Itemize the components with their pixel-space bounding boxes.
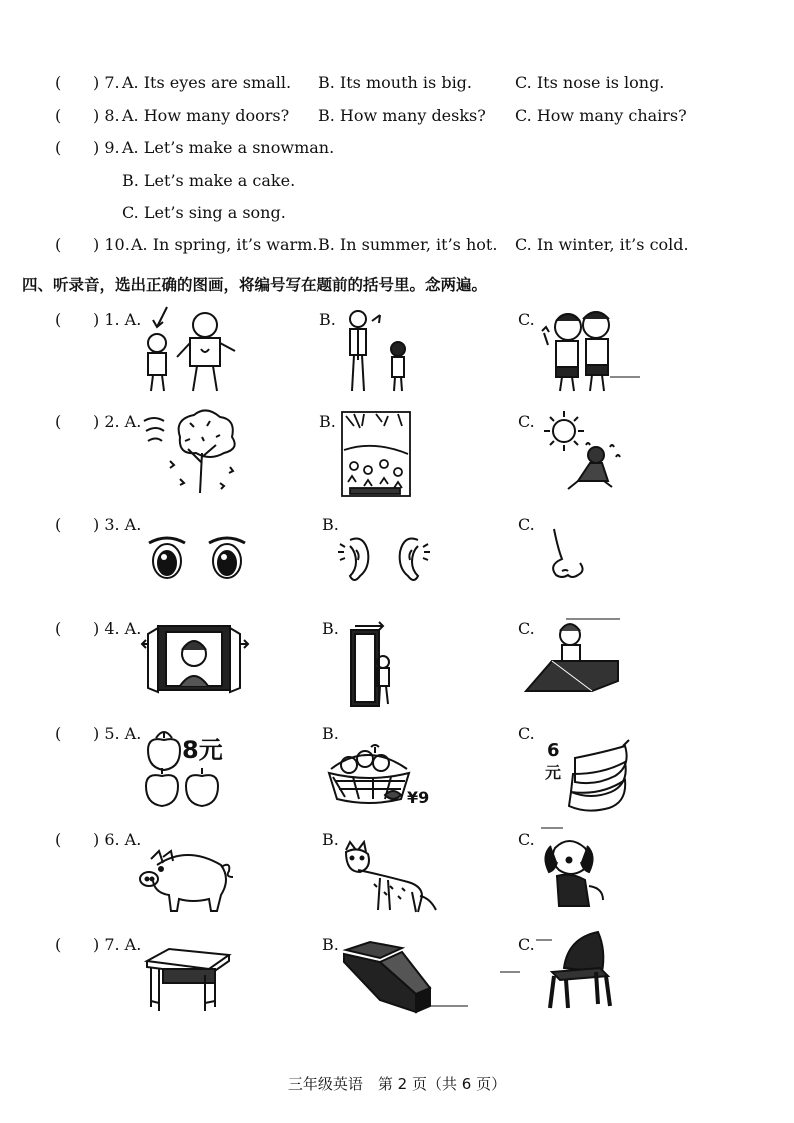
picture-desk[interactable] (143, 945, 233, 1015)
option-b: B. In summer, it’s hot. (318, 235, 498, 254)
price-bananas-number: 6 (547, 740, 560, 761)
picture-short-boy-tall-man[interactable] (135, 305, 245, 395)
option-b: B. How many desks? (318, 106, 486, 125)
section-4-heading: 四、听录音，选出正确的图画，将编号写在题前的括号里。念两遍。 (22, 276, 488, 294)
picture-hot-sun[interactable] (540, 407, 630, 497)
picture-ears[interactable] (338, 532, 433, 587)
q-number: ) 2. A. (93, 412, 142, 431)
option-c: C. How many chairs? (515, 106, 687, 125)
option-c-label: C. (518, 619, 535, 638)
picture-windy-tree[interactable] (140, 407, 250, 495)
answer-paren[interactable]: ( (55, 724, 62, 743)
picture-bananas-6-yuan[interactable] (545, 738, 635, 813)
answer-paren[interactable]: ( (55, 310, 62, 329)
option-b-label: B. (322, 619, 339, 638)
picture-open-window[interactable] (140, 620, 250, 695)
q-number: ) 6. A. (93, 830, 142, 849)
price-basket: ¥9 (407, 788, 430, 807)
option-a: A. Let’s make a snowman. (122, 138, 335, 157)
picture-spring-garden[interactable] (340, 410, 412, 498)
q-number: ) 10. (93, 235, 130, 254)
option-b-label: B. (322, 724, 339, 743)
answer-paren[interactable]: ( (55, 138, 62, 157)
picture-chair[interactable] (500, 928, 615, 1013)
option-c-label: C. (518, 935, 535, 954)
picture-pig[interactable] (137, 845, 237, 915)
option-b-label: B. (322, 515, 339, 534)
picture-nose[interactable] (540, 525, 600, 585)
option-b-label: B. (322, 830, 339, 849)
option-c-label: C. (518, 310, 535, 329)
picture-open-door[interactable] (345, 620, 405, 710)
q-number: ) 8. (93, 106, 120, 125)
option-b-label: B. (319, 412, 336, 431)
q3-10-row (55, 235, 689, 254)
option-c-label: C. (518, 724, 535, 743)
q-number: ) 9. (93, 138, 120, 157)
q-number: ) 7. (93, 73, 120, 92)
option-c: C. Its nose is long. (515, 73, 665, 92)
picture-tall-and-short-kids[interactable] (340, 305, 420, 395)
price-bananas-unit: 元 (545, 763, 562, 782)
q-number: ) 4. A. (93, 619, 142, 638)
option-c: C. Let’s sing a song. (122, 203, 286, 222)
answer-paren[interactable]: ( (55, 235, 62, 254)
option-c-label: C. (518, 515, 535, 534)
option-a: A. In spring, it’s warm. (131, 235, 318, 254)
option-b: B. Let’s make a cake. (122, 171, 296, 190)
option-b-label: B. (319, 310, 336, 329)
page-footer: 三年级英语 第 2 页（共 6 页） (287, 1075, 507, 1093)
option-c: C. In winter, it’s cold. (515, 235, 689, 254)
picture-two-boys[interactable] (540, 305, 645, 395)
option-b: B. Its mouth is big. (318, 73, 473, 92)
option-b-label: B. (322, 935, 339, 954)
answer-paren[interactable]: ( (55, 73, 62, 92)
answer-paren[interactable]: ( (55, 935, 62, 954)
option-a: A. How many doors? (122, 106, 290, 125)
option-c-label: C. (518, 830, 535, 849)
answer-paren[interactable]: ( (55, 412, 62, 431)
option-c-label: C. (518, 412, 535, 431)
answer-paren[interactable]: ( (55, 830, 62, 849)
q3-9-row (55, 138, 335, 222)
picture-eyes[interactable] (145, 533, 250, 583)
q-number: ) 3. A. (93, 515, 142, 534)
q-number: ) 1. A. (93, 310, 142, 329)
q-number: ) 5. A. (93, 724, 142, 743)
picture-girl-at-desk[interactable] (522, 617, 622, 697)
answer-paren[interactable]: ( (55, 515, 62, 534)
q3-8-row (55, 106, 687, 125)
picture-bed[interactable] (340, 940, 470, 1015)
q3-7-row (55, 73, 665, 92)
picture-basket-9-yuan[interactable] (325, 743, 445, 808)
q-number: ) 7. A. (93, 935, 142, 954)
answer-paren[interactable]: ( (55, 106, 62, 125)
picture-cat[interactable] (340, 840, 440, 915)
picture-dog[interactable] (537, 826, 617, 916)
option-a: A. Its eyes are small. (122, 73, 292, 92)
price-apples: 8元 (182, 736, 223, 764)
answer-paren[interactable]: ( (55, 619, 62, 638)
picture-apples-8-yuan[interactable] (142, 728, 252, 813)
